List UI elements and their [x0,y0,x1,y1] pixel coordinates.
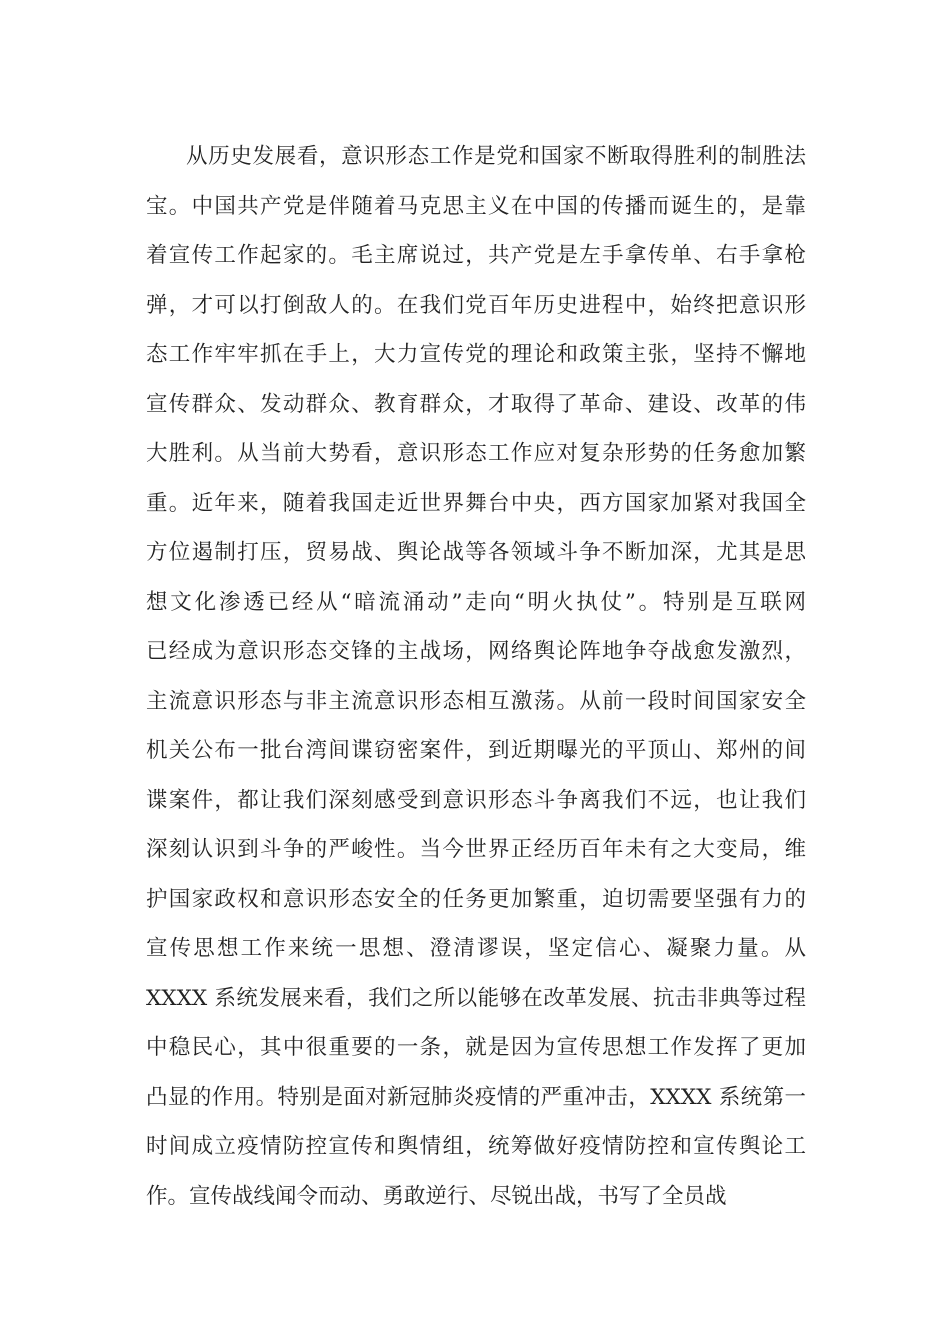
text-line: 机关公布一批台湾间谍窃密案件，到近期曝光的平顶山、郑州的间 [146,738,806,763]
text-line: 态工作牢牢抓在手上，大力宣传党的理论和政策主张，坚持不懈地 [146,342,806,367]
text-line: 着宣传工作起家的。毛主席说过，共产党是左手拿传单、右手拿枪 [146,243,806,268]
text-line: XXXX 系统发展来看，我们之所以能够在改革发展、抗击非典等过程 [146,985,806,1011]
text-line: 想文化渗透已经从“暗流涌动”走向“明火执仗”。特别是互联网 [146,589,806,615]
text-line: 重。近年来，随着我国走近世界舞台中央，西方国家加紧对我国全 [146,490,806,516]
text-line: 中稳民心，其中很重要的一条，就是因为宣传思想工作发挥了更加 [146,1035,806,1060]
text-line: 已经成为意识形态交锋的主战场，网络舆论阵地争夺战愈发激烈， [146,639,806,664]
text-line: 宝。中国共产党是伴随着马克思主义在中国的传播而诞生的，是靠 [146,193,806,219]
text-line: 时间成立疫情防控宣传和舆情组，统筹做好疫情防控和宣传舆论工 [146,1134,806,1159]
body-paragraph [146,132,806,1221]
text-line: 护国家政权和意识形态安全的任务更加繁重，迫切需要坚强有力的 [146,886,806,912]
text-line: 谍案件，都让我们深刻感受到意识形态斗争离我们不远，也让我们 [146,787,806,813]
text-line: 宣传群众、发动群众、教育群众，才取得了革命、建设、改革的伟 [146,391,806,417]
text-line: 从历史发展看，意识形态工作是党和国家不断取得胜利的制胜法 [186,144,806,169]
text-line: 方位遏制打压，贸易战、舆论战等各领域斗争不断加深，尤其是思 [146,540,806,565]
text-line: 弹，才可以打倒敌人的。在我们党百年历史进程中，始终把意识形 [146,292,806,318]
text-line: 作。宣传战线闻令而动、勇敢逆行、尽锐出战，书写了全员战 [146,1183,727,1209]
text-line: 主流意识形态与非主流意识形态相互激荡。从前一段时间国家安全 [146,688,806,714]
text-line: 凸显的作用。特别是面对新冠肺炎疫情的严重冲击，XXXX 系统第一 [146,1084,806,1110]
text-line: 大胜利。从当前大势看，意识形态工作应对复杂形势的任务愈加繁 [146,441,806,466]
text-line: 深刻认识到斗争的严峻性。当今世界正经历百年未有之大变局，维 [146,837,806,862]
text-line: 宣传思想工作来统一思想、澄清谬误，坚定信心、凝聚力量。从 [146,936,806,961]
